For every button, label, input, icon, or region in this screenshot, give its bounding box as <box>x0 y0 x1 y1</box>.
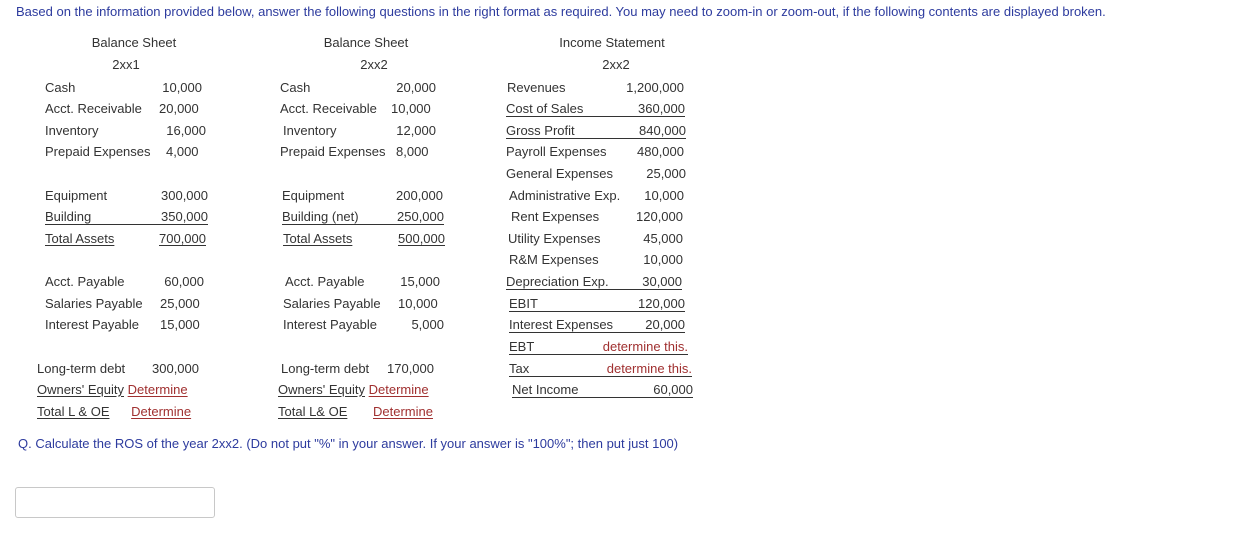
is-gross-profit-row <box>506 123 686 139</box>
bs2-ap-label: Acct. Payable <box>285 274 365 289</box>
bs2-total-assets-label: Total Assets <box>283 231 353 246</box>
answer-input[interactable] <box>15 487 215 518</box>
bs1-equipment-label: Equipment <box>45 188 108 203</box>
bs2-oe-row <box>278 382 429 397</box>
bs2-inventory-value: 12,000 <box>396 123 436 138</box>
is-revenues-label: Revenues <box>507 80 566 95</box>
is-rent-value: 120,000 <box>636 209 683 224</box>
is-year: 2xx2 <box>602 57 630 72</box>
bs1-cash-label: Cash <box>45 80 76 95</box>
bs1-prepaid-value: 4,000 <box>166 144 199 159</box>
bs1-equipment-value: 300,000 <box>161 188 208 203</box>
bs2-equipment-label: Equipment <box>282 188 345 203</box>
is-title: Income Statement <box>559 35 665 50</box>
bs2-oe-label: Owners' Equity <box>278 382 366 397</box>
is-net-income-value: 60,000 <box>653 382 693 397</box>
bs1-interest-label: Interest Payable <box>45 317 139 332</box>
is-revenues-value: 1,200,000 <box>626 80 684 95</box>
bs2-equipment-value: 200,000 <box>396 188 443 203</box>
bs2-salaries-value: 10,000 <box>398 296 438 311</box>
bs2-interest-value: 5,000 <box>411 317 444 332</box>
is-cos-value: 360,000 <box>638 101 685 116</box>
bs1-ar-label: Acct. Receivable <box>45 101 142 116</box>
bs1-total-loe-row <box>37 404 191 419</box>
is-net-income-row <box>512 382 693 398</box>
bs1-building-row <box>45 209 208 225</box>
bs1-total-assets-value: 700,000 <box>159 231 206 246</box>
is-payroll-label: Payroll Expenses <box>506 144 607 159</box>
bs1-total-assets-label: Total Assets <box>45 231 115 246</box>
question-text: Q. Calculate the ROS of the year 2xx2. (Do not put "%" in your answer. If your answer is "100%"; then put just 100) <box>18 436 679 451</box>
is-tax-label: Tax <box>509 361 530 376</box>
bs2-prepaid-label: Prepaid Expenses <box>280 144 386 159</box>
is-tax-row <box>509 361 692 377</box>
bs1-ap-label: Acct. Payable <box>45 274 125 289</box>
is-interest-row <box>509 317 685 333</box>
is-utility-label: Utility Expenses <box>508 231 601 246</box>
is-ebit-row <box>509 296 685 312</box>
is-interest-value: 20,000 <box>645 317 685 332</box>
bs2-ap-value: 15,000 <box>400 274 440 289</box>
is-ebt-value: determine this. <box>602 339 688 354</box>
is-cos-row <box>506 101 685 117</box>
bs2-total-loe-value: Determine <box>373 404 433 419</box>
is-depreciation-value: 30,000 <box>642 274 682 289</box>
is-payroll-value: 480,000 <box>637 144 684 159</box>
bs2-total-loe-label: Total L& OE <box>278 404 348 419</box>
bs2-building-row <box>282 209 444 225</box>
is-admin-value: 10,000 <box>644 188 684 203</box>
bs1-cash-value: 10,000 <box>162 80 202 95</box>
bs2-salaries-label: Salaries Payable <box>283 296 381 311</box>
is-cos-label: Cost of Sales <box>506 101 584 116</box>
bs1-ap-value: 60,000 <box>164 274 204 289</box>
bs2-cash-label: Cash <box>280 80 311 95</box>
is-rent-label: Rent Expenses <box>511 209 600 224</box>
bs2-ltd-label: Long-term debt <box>281 361 370 376</box>
bs1-ar-value: 20,000 <box>159 101 199 116</box>
is-rm-label: R&M Expenses <box>509 252 599 267</box>
bs1-salaries-label: Salaries Payable <box>45 296 143 311</box>
bs1-total-assets-row <box>45 231 208 246</box>
bs2-ltd-value: 170,000 <box>387 361 434 376</box>
is-utility-value: 45,000 <box>643 231 683 246</box>
bs1-oe-value: Determine <box>127 382 188 397</box>
is-ebt-row <box>509 339 688 355</box>
bs1-total-loe-label: Total L & OE <box>37 404 110 419</box>
is-net-income-label: Net Income <box>512 382 579 397</box>
bs1-ltd-value: 300,000 <box>152 361 199 376</box>
bs1-title: Balance Sheet <box>91 35 177 50</box>
bs2-inventory-label: Inventory <box>283 123 337 138</box>
is-tax-value: determine this. <box>606 361 692 376</box>
is-gross-profit-value: 840,000 <box>639 123 686 138</box>
bs2-title: Balance Sheet <box>323 35 409 50</box>
bs2-total-assets-value: 500,000 <box>398 231 445 246</box>
bs1-oe-label: Owners' Equity <box>37 382 125 397</box>
is-rm-value: 10,000 <box>643 252 683 267</box>
bs1-total-loe-value: Determine <box>131 404 192 419</box>
is-general-value: 25,000 <box>646 166 686 181</box>
is-admin-label: Administrative Exp. <box>509 188 621 203</box>
is-ebt-label: EBT <box>509 339 535 354</box>
bs2-year: 2xx2 <box>360 57 388 72</box>
bs2-total-loe-row <box>278 404 433 419</box>
bs2-total-assets-row <box>283 231 445 246</box>
bs1-inventory-label: Inventory <box>45 123 99 138</box>
bs1-year: 2xx1 <box>112 57 140 72</box>
bs2-oe-value: Determine <box>368 382 429 397</box>
bs2-cash-value: 20,000 <box>396 80 436 95</box>
is-interest-label: Interest Expenses <box>509 317 614 332</box>
bs1-ltd-label: Long-term debt <box>37 361 126 376</box>
is-depreciation-label: Depreciation Exp. <box>506 274 609 289</box>
bs1-building-label: Building <box>45 209 92 224</box>
bs2-interest-label: Interest Payable <box>283 317 377 332</box>
bs2-building-value: 250,000 <box>397 209 444 224</box>
instructions: Based on the information provided below, answer the following questions in the right format as required. You may need to zoom-in or zoom-out, if the following contents are displayed broken. <box>16 4 1106 19</box>
bs1-oe-row <box>37 382 188 397</box>
bs2-ar-label: Acct. Receivable <box>280 101 377 116</box>
bs1-inventory-value: 16,000 <box>166 123 206 138</box>
is-general-label: General Expenses <box>506 166 613 181</box>
bs2-ar-value: 10,000 <box>391 101 431 116</box>
is-gross-profit-label: Gross Profit <box>506 123 575 138</box>
is-ebit-value: 120,000 <box>638 296 685 311</box>
bs1-interest-value: 15,000 <box>160 317 200 332</box>
bs1-salaries-value: 25,000 <box>160 296 200 311</box>
is-ebit-label: EBIT <box>509 296 538 311</box>
bs1-prepaid-label: Prepaid Expenses <box>45 144 151 159</box>
bs2-prepaid-value: 8,000 <box>396 144 429 159</box>
bs2-building-label: Building (net) <box>282 209 359 224</box>
is-depreciation-row <box>506 274 682 290</box>
bs1-building-value: 350,000 <box>161 209 208 224</box>
